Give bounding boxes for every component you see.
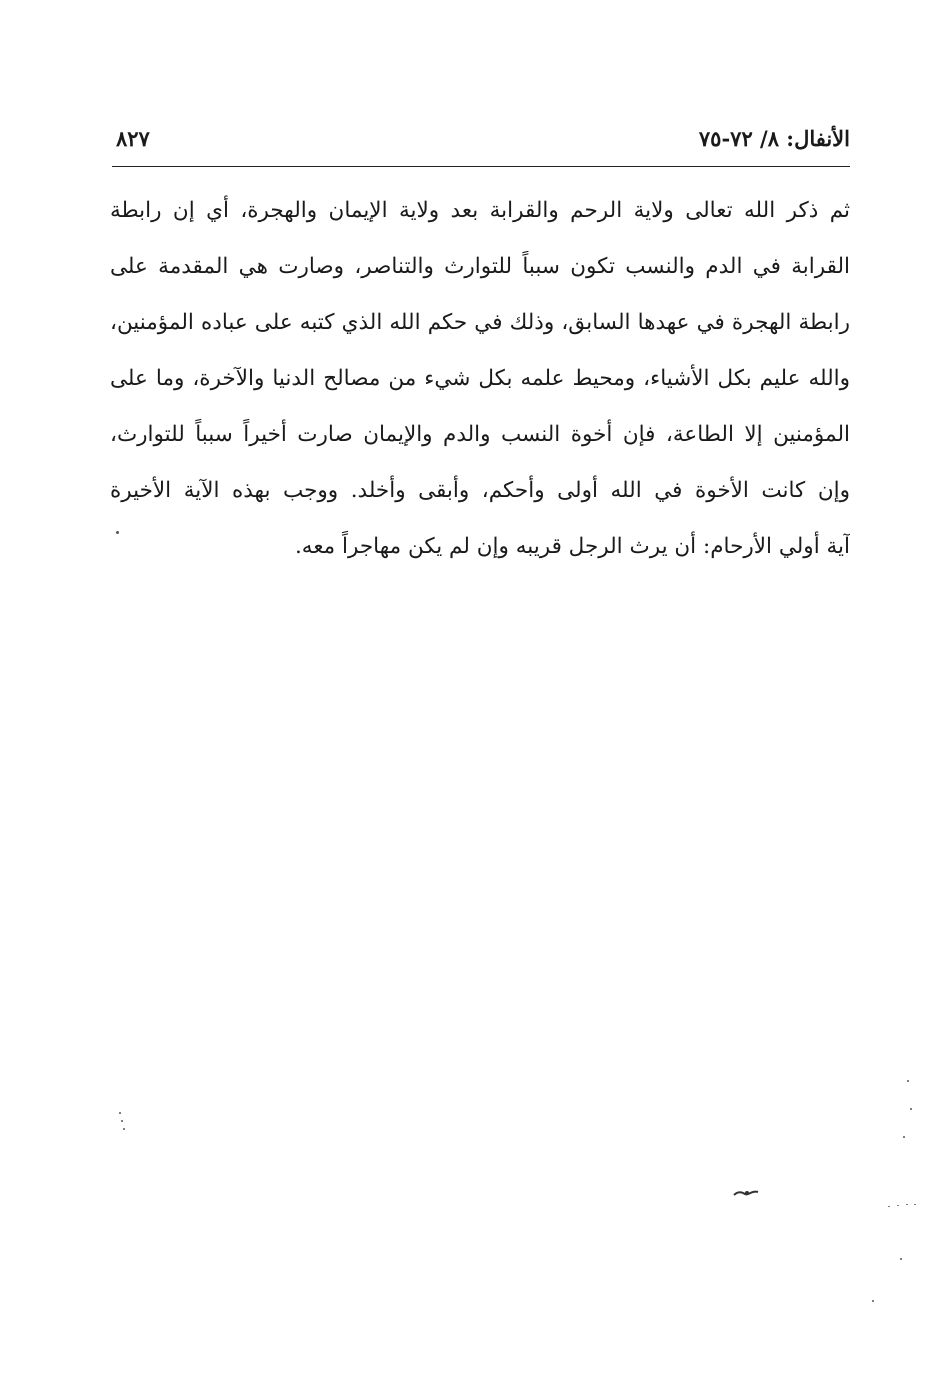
- text-line: وإن كانت الأخوة في الله أولى وأحكم، وأبقى وأخلد. ووجب بهذه الآية الأخيرة: [110, 478, 850, 503]
- scan-speck: [914, 1204, 916, 1205]
- ink-smudge: [733, 1188, 759, 1198]
- scan-speck: [888, 1206, 890, 1207]
- scan-speck: [123, 1128, 125, 1130]
- text-line: آية أولي الأرحام: أن يرث الرجل قريبه وإن لم يكن مهاجراً معه.: [294, 534, 850, 559]
- scan-speck: [906, 1204, 908, 1205]
- scan-speck: [872, 1300, 874, 1302]
- scan-speck: [907, 1080, 909, 1082]
- scan-speck: [903, 1136, 905, 1138]
- scan-speck: [116, 531, 119, 534]
- text-line: ثم ذكر الله تعالى ولاية الرحم والقرابة بعد ولاية الإيمان والهجرة، أي إن رابطة: [110, 198, 850, 223]
- body-paragraph: [110, 183, 850, 575]
- scan-speck: [900, 1258, 902, 1260]
- header-divider: [112, 166, 850, 167]
- running-header: [112, 122, 850, 162]
- text-line: والله عليم بكل الأشياء، ومحيط علمه بكل شيء من مصالح الدنيا والآخرة، وما على: [110, 366, 850, 391]
- text-line: رابطة الهجرة في عهدها السابق، وذلك في حكم الله الذي كتبه على عباده المؤمنين،: [110, 310, 850, 335]
- header-title: الأنفال: ٨/ ٧٢-٧٥: [698, 126, 850, 151]
- scan-speck: [897, 1205, 899, 1206]
- scan-speck: [119, 1112, 121, 1114]
- text-line: المؤمنين إلا الطاعة، فإن أخوة النسب والدم والإيمان صارت أخيراً سبباً للتوارث،: [110, 422, 850, 447]
- scan-speck: [910, 1108, 912, 1110]
- text-line: القرابة في الدم والنسب تكون سبباً للتوارث والتناصر، وصارت هي المقدمة على: [110, 254, 850, 279]
- scan-speck: [121, 1120, 123, 1122]
- page-number: ٨٢٧: [116, 126, 150, 151]
